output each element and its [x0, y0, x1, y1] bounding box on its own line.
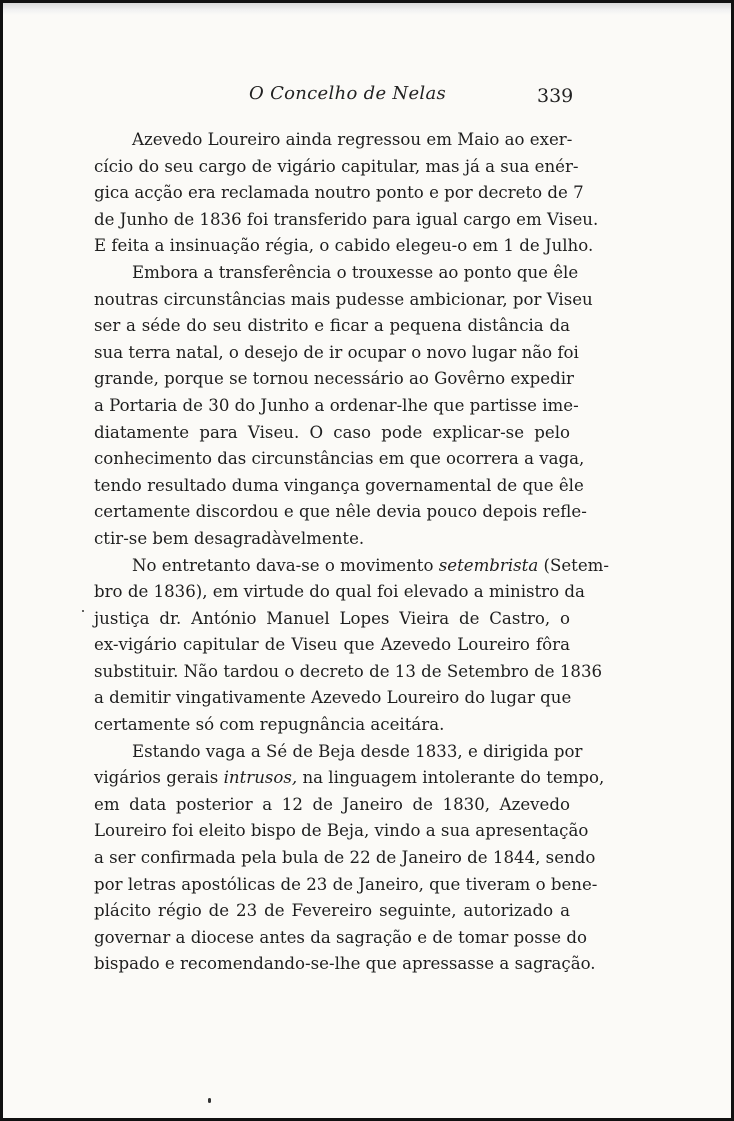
scan-shadow: [3, 3, 731, 15]
text-line: Loureiro foi eleito bispo de Beja, vindo a sua apresentação: [94, 821, 589, 841]
text-line: ser a séde do seu distrito e ficar a pequena distância da: [94, 316, 570, 336]
text-line: em data posterior a 12 de Janeiro de 1830, Azevedo: [94, 794, 570, 814]
ink-speck: [82, 610, 84, 612]
text-line: noutras circunstâncias mais pudesse ambicionar, por Viseu: [94, 289, 593, 309]
text-line: Azevedo Loureiro ainda regressou em Maio ao exer-: [132, 130, 573, 149]
text-line: Estando vaga a Sé de Beja desde 1833, e dirigida por: [132, 741, 583, 761]
text-line: de Junho de 1836 foi transferido para igual cargo em Viseu.: [94, 209, 599, 229]
paragraph-1: [94, 127, 599, 260]
text-line: grande, porque se tornou necessário ao Govêrno expedir: [94, 369, 574, 389]
paragraph-4: [94, 739, 605, 978]
text-line: E feita a insinuação régia, o cabido elegeu-o em 1 de Julho.: [94, 236, 594, 256]
text-line: plácito régio de 23 de Fevereiro seguinte, autorizado a: [94, 901, 570, 921]
text-line: Embora a transferência o trouxesse ao ponto que êle: [132, 262, 579, 282]
text-line: bispado e recomendando-se-lhe que apressasse a sagração.: [94, 954, 596, 974]
text-line: ex-vigário capitular de Viseu que Azevedo Loureiro fôra: [94, 635, 570, 655]
text-line: a demitir vingativamente Azevedo Loureiro do lugar que: [94, 688, 572, 708]
text-line: gica acção era reclamada noutro ponto e por decreto de 7: [94, 183, 584, 203]
text-line: certamente só com repugnância aceitára.: [94, 715, 445, 735]
paragraph-2: [94, 260, 593, 553]
text-line: tendo resultado duma vingança governamental de que êle: [94, 475, 584, 495]
text-line: a Portaria de 30 do Junho a ordenar-lhe que partisse ime-: [94, 395, 579, 415]
italic-term: intrusos,: [223, 768, 298, 788]
text-line: cício do seu cargo de vigário capitular, mas já a sua enér-: [94, 156, 579, 176]
text-line: justiça dr. António Manuel Lopes Vieira de Castro, o: [94, 608, 570, 628]
text-segment: (Setem-: [538, 555, 610, 575]
text-line: certamente discordou e que nêle devia pouco depois refle-: [94, 502, 587, 522]
text-line: governar a diocese antes da sagração e de tomar posse do: [94, 927, 587, 947]
body-text: [94, 127, 610, 978]
text-line: [94, 553, 610, 580]
paragraph-3: [94, 553, 610, 739]
text-line: ctir-se bem desagradàvelmente.: [94, 528, 365, 548]
text-line: [94, 765, 605, 792]
ink-speck: [208, 1098, 211, 1103]
text-line: bro de 1836), em virtude do qual foi elevado a ministro da: [94, 582, 585, 602]
running-head: [3, 83, 731, 113]
running-title: O Concelho de Nelas: [249, 83, 447, 104]
text-line: sua terra natal, o desejo de ir ocupar o novo lugar não foi: [94, 342, 579, 362]
text-line: por letras apostólicas de 23 de Janeiro, que tiveram o bene-: [94, 874, 598, 894]
page-number: 339: [537, 85, 574, 107]
text-segment: vigários gerais: [94, 768, 224, 788]
text-segment: No entretanto dava-se o movimento: [132, 555, 439, 575]
text-line: conhecimento das circunstâncias em que ocorrera a vaga,: [94, 449, 585, 469]
italic-term: setembrista: [438, 555, 539, 575]
text-segment: na linguagem intolerante do tempo,: [297, 768, 605, 788]
text-line: diatamente para Viseu. O caso pode explicar-se pelo: [94, 422, 570, 442]
text-line: substituir. Não tardou o decreto de 13 de Setembro de 1836: [94, 661, 603, 681]
text-line: a ser confirmada pela bula de 22 de Janeiro de 1844, sendo: [94, 848, 596, 868]
